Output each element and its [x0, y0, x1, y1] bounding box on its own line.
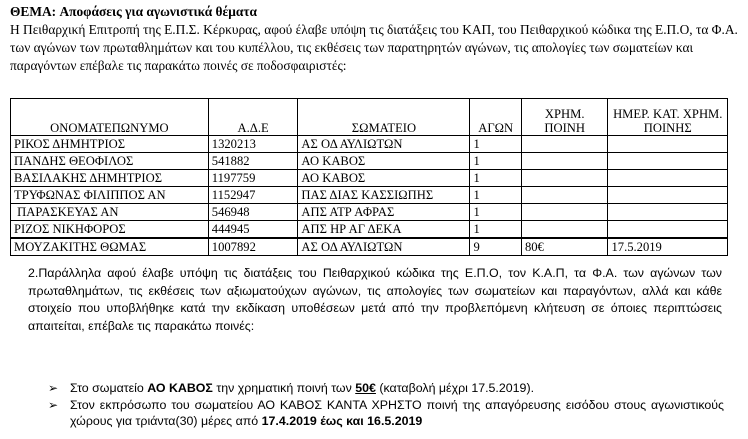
penalty-list: [48, 380, 724, 430]
bullet-1-club: ΑΟ ΚΑΒΟΣ: [147, 381, 213, 395]
cell-ade: 541882: [208, 153, 298, 170]
cell-fine: [521, 153, 608, 170]
arrow-bullet-icon: ➢: [48, 381, 59, 395]
cell-ade: 1197759: [208, 170, 298, 187]
bullet-2-to: 16.5.2019: [367, 414, 423, 429]
cell-matches: 1: [470, 153, 522, 170]
cell-club: ΑΣ ΟΔ ΑΥΛΙΩΤΩΝ: [298, 238, 470, 256]
subject-line: [10, 3, 740, 21]
cell-club: ΑΟ ΚΑΒΟΣ: [298, 170, 470, 187]
cell-fine-date: [608, 221, 728, 239]
cell-matches: 1: [470, 170, 522, 187]
section-2-paragraph: 2.Παράλληλα αφού έλαβε υπόψη τις διατάξεις του Πειθαρχικού κώδικα της Ε.Π.Ο, τον Κ.Α.Π, τα Φ.Α. των αγώνων των πρωταθλημάτων, τις εκθέσεις των αξιωματούχων αγώνων, τις απολογίες των σωματείων και παραγόντων, αλλά και κάθε στοιχείο που υποβλήθηκε κατά την εκδίκαση υποθέσεων μετά από την προβλεπόμενη κλήτευση σε όποιες περιπτώσεις απαιτείται, επέβαλε τις παρακάτω ποινές:: [28, 266, 722, 333]
table-row: [11, 136, 728, 153]
cell-fine-date: [608, 170, 728, 187]
cell-matches: 1: [470, 136, 522, 153]
cell-name: ΡΙΖΟΣ ΝΙΚΗΦΟΡΟΣ: [11, 221, 209, 239]
cell-ade: 1320213: [208, 136, 298, 153]
list-item: [48, 380, 724, 397]
cell-fine-date: 17.5.2019: [608, 238, 728, 256]
cell-name: ΤΡΥΦΩΝΑΣ ΦΙΛΙΠΠΟΣ ΑΝ: [11, 187, 209, 204]
cell-fine: [521, 170, 608, 187]
cell-fine: 80€: [521, 238, 608, 256]
cell-fine-date: [608, 136, 728, 153]
cell-ade: 444945: [208, 221, 298, 239]
bullet-2-from: 17.4.2019: [261, 414, 317, 429]
bullet-1-amount: 50€: [355, 381, 376, 395]
bullet-1-pre: Στο σωματείο: [70, 381, 148, 395]
table-row: [11, 221, 728, 239]
table-row: [11, 204, 728, 221]
bullet-1-mid: την χρηματική ποινή των: [212, 381, 356, 395]
bullet-2-pre: Στον εκπρόσωπο του σωματείου ΑΟ ΚΑΒΟΣ ΚΑΝΤΑ ΧΡΗΣΤΟ ποινή της απαγόρευσης εισόδου στους αγωνιστικούς χώρους για τριάντα(30) μέρες από: [70, 397, 724, 429]
cell-club: ΠΑΣ ΔΙΑΣ ΚΑΣΣΙΩΠΗΣ: [298, 187, 470, 204]
cell-club: ΑΠΣ ΑΤΡ ΑΦΡΑΣ: [298, 204, 470, 221]
bullet-1-post: (καταβολή μέχρι 17.5.2019).: [375, 381, 535, 395]
cell-name: ΠΑΡΑΣΚΕΥΑΣ ΑΝ: [11, 204, 209, 221]
subject-label: ΘΕΜΑ:: [10, 4, 57, 19]
cell-name: ΜΟΥΖΑΚΙΤΗΣ ΘΩΜΑΣ: [11, 238, 209, 256]
list-item: [48, 397, 724, 430]
cell-name: ΠΑΝΔΗΣ ΘΕΟΦΙΛΟΣ: [11, 153, 209, 170]
intro-paragraph: Η Πειθαρχική Επιτροπή της Ε.Π.Σ. Κέρκυρας, αφού έλαβε υπόψη τις διατάξεις του ΚΑΠ, του Πειθαρχικού κώδικα της Ε.Π.Ο, τα Φ.Α. των αγώνων των πρωταθλημάτων και του κυπέλλου, τις εκθέσεις των παρατηρητών αγώνων, τις απολογίες των σωματείων και παραγόντων επέβαλε τις παρακάτω ποινές σε ποδοσφαιριστές:: [10, 22, 738, 73]
bullet-2-and: έως και: [316, 414, 368, 429]
cell-fine: [521, 221, 608, 239]
cell-ade: 546948: [208, 204, 298, 221]
col-header-name: ΟΝΟΜΑΤΕΠΩΝΥΜΟ: [11, 99, 209, 136]
col-header-club: ΣΩΜΑΤΕΙΟ: [298, 99, 470, 136]
cell-matches: 1: [470, 221, 522, 239]
table-row: [11, 153, 728, 170]
col-header-fine-date: ΗΜΕΡ. ΚΑΤ. ΧΡΗΜ. ΠΟΙΝΗΣ: [608, 99, 728, 136]
cell-ade: 1007892: [208, 238, 298, 256]
table-row: [11, 187, 728, 204]
arrow-bullet-icon: ➢: [48, 397, 59, 412]
cell-matches: 9: [470, 238, 522, 256]
cell-fine: [521, 204, 608, 221]
penalties-table: [10, 98, 728, 256]
cell-matches: 1: [470, 204, 522, 221]
cell-fine-date: [608, 204, 728, 221]
col-header-fine: ΧΡΗΜ. ΠΟΙΝΗ: [521, 99, 608, 136]
cell-fine-date: [608, 153, 728, 170]
cell-matches: 1: [470, 187, 522, 204]
cell-name: ΡΙΚΟΣ ΔΗΜΗΤΡΙΟΣ: [11, 136, 209, 153]
table-row: [11, 170, 728, 187]
col-header-ade: Α.Δ.Ε: [208, 99, 298, 136]
subject-text: Αποφάσεις για αγωνιστικά θέματα: [59, 4, 257, 19]
section-2: [28, 265, 722, 335]
cell-club: ΑΠΣ ΗΡ ΑΓ ΔΕΚΑ: [298, 221, 470, 239]
cell-fine: [521, 136, 608, 153]
cell-club: ΑΟ ΚΑΒΟΣ: [298, 153, 470, 170]
cell-ade: 1152947: [208, 187, 298, 204]
cell-fine: [521, 187, 608, 204]
cell-fine-date: [608, 187, 728, 204]
table-header-row: [11, 99, 728, 136]
col-header-matches: ΑΓΩΝ: [470, 99, 522, 136]
cell-club: ΑΣ ΟΔ ΑΥΛΙΩΤΩΝ: [298, 136, 470, 153]
table-row: [11, 238, 728, 256]
decision-header: [10, 3, 740, 75]
cell-name: ΒΑΣΙΛΑΚΗΣ ΔΗΜΗΤΡΙΟΣ: [11, 170, 209, 187]
